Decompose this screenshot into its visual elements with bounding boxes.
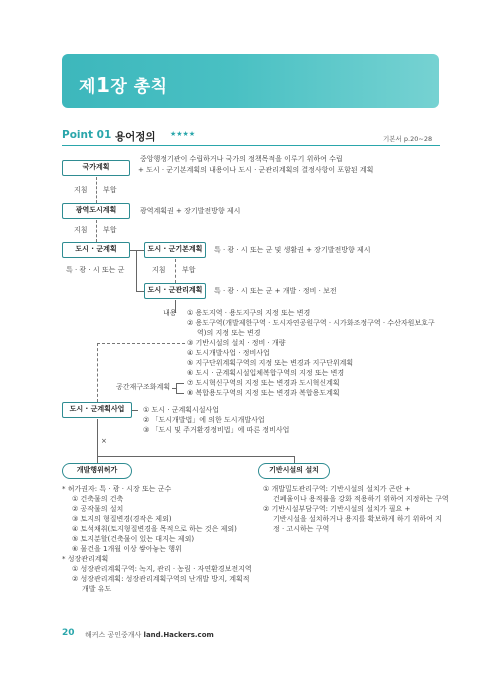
page-number: 20 xyxy=(62,628,75,638)
guide-label-1: 지침 xyxy=(74,186,88,194)
national-plan-box: 국가계획 xyxy=(62,160,130,176)
content-item-1: ① 용도지역 · 용도지구의 지정 또는 변경 xyxy=(187,309,311,317)
connector-national-metro xyxy=(96,177,97,203)
connector-basic-management xyxy=(175,259,176,283)
header-rule xyxy=(62,145,440,146)
chapter-title: 제1장 총칙 xyxy=(79,73,168,97)
development-permit-box: 개발행위허가 xyxy=(62,463,132,479)
right-list-item-2-cont: 기반시설을 설치하거나 용지를 확보하게 하기 위하여 지 xyxy=(273,515,442,523)
connector-metro-city xyxy=(96,220,97,242)
guide-label-3: 지침 xyxy=(152,266,166,274)
connector-item4-project xyxy=(97,343,98,402)
footer-text: 해커스 공인중개사 land.Hackers.com xyxy=(85,631,214,639)
content-label: 내용 xyxy=(163,309,177,317)
right-list-item-1: ① 개발밀도관리구역: 기반시설의 설치가 곤란 + xyxy=(263,485,411,493)
metro-desc: 광역계획권 + 장기발전방향 제시 xyxy=(140,207,241,215)
connector-project-permit xyxy=(97,419,98,464)
project-item-3: ③ 「도시 및 주거환경정비법」에 따른 정비사업 xyxy=(143,426,290,434)
guide-label-2: 지침 xyxy=(74,226,88,234)
left-list-heading-2: * 성장관리계획 xyxy=(62,555,109,563)
management-plan-box: 도시 · 군관리계획 xyxy=(144,283,206,299)
content-item-6: ⑥ 도시 · 군계획시설입체복합구역의 지정 또는 변경 xyxy=(187,369,345,377)
left-list-item-2: ② 공작물의 설치 xyxy=(72,505,124,513)
metro-plan-box: 광역도시계획 xyxy=(62,203,130,219)
city-project-box: 도시 · 군계획사업 xyxy=(62,402,132,418)
content-item-4: ④ 도시개발사업 · 정비사업 xyxy=(187,349,270,357)
conform-label-2: 부합 xyxy=(103,226,117,234)
content-item-2: ② 용도구역(개발제한구역 · 도시자연공원구역 · 시가화조정구역 · 수산자원보호구 xyxy=(187,319,435,327)
connector-city-basic xyxy=(130,250,144,251)
national-desc-line2: + 도시 · 군기본계획의 내용이나 도시 · 군관리계획의 결정사항이 포함된 계획 xyxy=(138,166,374,174)
content-item-2-cont: 역)의 지정 또는 변경 xyxy=(197,329,261,337)
project-item-2: ② 「도시개발법」에 의한 도시개발사업 xyxy=(143,416,265,424)
space-restructuring-label: 공간재구조화계획 xyxy=(116,383,171,391)
left-list-heading-1: * 허가권자: 특 · 광 · 시장 또는 군수 xyxy=(62,485,172,493)
national-desc-line1: 중앙행정기관이 수립하거나 국가의 정책목적을 이루기 위하여 수립 xyxy=(140,155,343,163)
connector-city-management xyxy=(136,291,144,292)
basic-plan-box: 도시 · 군기본계획 xyxy=(144,242,206,258)
content-item-3: ③ 기반시설의 설치 · 정비 · 개량 xyxy=(187,339,286,347)
project-item-1: ① 도시 · 군계획시설사업 xyxy=(143,406,220,414)
footer-url: land.Hackers.com xyxy=(143,631,214,639)
management-desc: 특 · 광 · 시 또는 군 + 개발 · 정비 · 보전 xyxy=(214,287,337,295)
city-plan-box: 도시 · 군계획 xyxy=(62,242,130,258)
right-list-item-1-cont: 건폐율이나 용적률을 강화 적용하기 위하여 지정하는 구역 xyxy=(273,495,449,503)
right-list-item-2-cont2: 정 · 고시하는 구역 xyxy=(273,525,330,533)
conform-label-3: 부합 xyxy=(182,266,196,274)
right-list-item-2: ② 기반시설부담구역: 기반시설의 설치가 필요 + xyxy=(263,505,411,513)
city-plan-sub: 특 · 광 · 시 또는 군 xyxy=(66,266,125,274)
content-item-8: ⑧ 복합용도구역의 지정 또는 변경과 복합용도계획 xyxy=(187,389,340,397)
left-list-growth-2-cont: 개발 유도 xyxy=(82,585,112,593)
connector-item4-horizontal xyxy=(97,343,185,344)
bracket-bottom xyxy=(176,393,184,394)
point-title: 용어정의 xyxy=(115,131,156,143)
left-list-item-4: ④ 토석채취(토지형질변경을 목적으로 하는 것은 제외) xyxy=(72,525,237,533)
left-list-growth-2: ② 성장관리계획: 성장관리계획구역의 난개발 방지, 계획적 xyxy=(72,575,250,583)
content-item-5: ⑤ 지구단위계획구역의 지정 또는 변경과 지구단위계획 xyxy=(187,359,354,367)
importance-stars: ★★★★ xyxy=(170,130,196,138)
bracket-top xyxy=(176,383,184,384)
connector-project-list xyxy=(132,410,138,411)
content-item-7: ⑦ 도시혁신구역의 지정 또는 변경과 도시혁신계획 xyxy=(187,379,340,387)
left-list-item-6: ⑥ 물건을 1개월 이상 쌓아놓는 행위 xyxy=(72,545,182,553)
point-label: Point 01 xyxy=(62,129,112,141)
left-list-growth-1: ① 성장관리계획구역: 녹지, 관리 · 농림 · 자연환경보전지역 xyxy=(72,565,252,573)
connector-lower-horizontal xyxy=(97,456,295,457)
left-list-item-5: ⑤ 토지분할(건축물이 있는 대지는 제외) xyxy=(72,535,195,543)
bracket-pointer xyxy=(172,388,176,389)
textbook-reference: 기본서 p.20~28 xyxy=(383,135,433,143)
left-list-item-1: ① 건축물의 건축 xyxy=(72,495,124,503)
connector-city-vertical xyxy=(136,250,137,292)
infrastructure-install-box: 기반시설의 설치 xyxy=(258,463,330,479)
left-list-item-3: ③ 토지의 형질변경(경작은 제외) xyxy=(72,515,172,523)
x-mark: × xyxy=(101,437,107,445)
conform-label-1: 부합 xyxy=(103,186,117,194)
basic-desc: 특 · 광 · 시 또는 군 및 생활권 + 장기발전방향 제시 xyxy=(214,246,371,254)
